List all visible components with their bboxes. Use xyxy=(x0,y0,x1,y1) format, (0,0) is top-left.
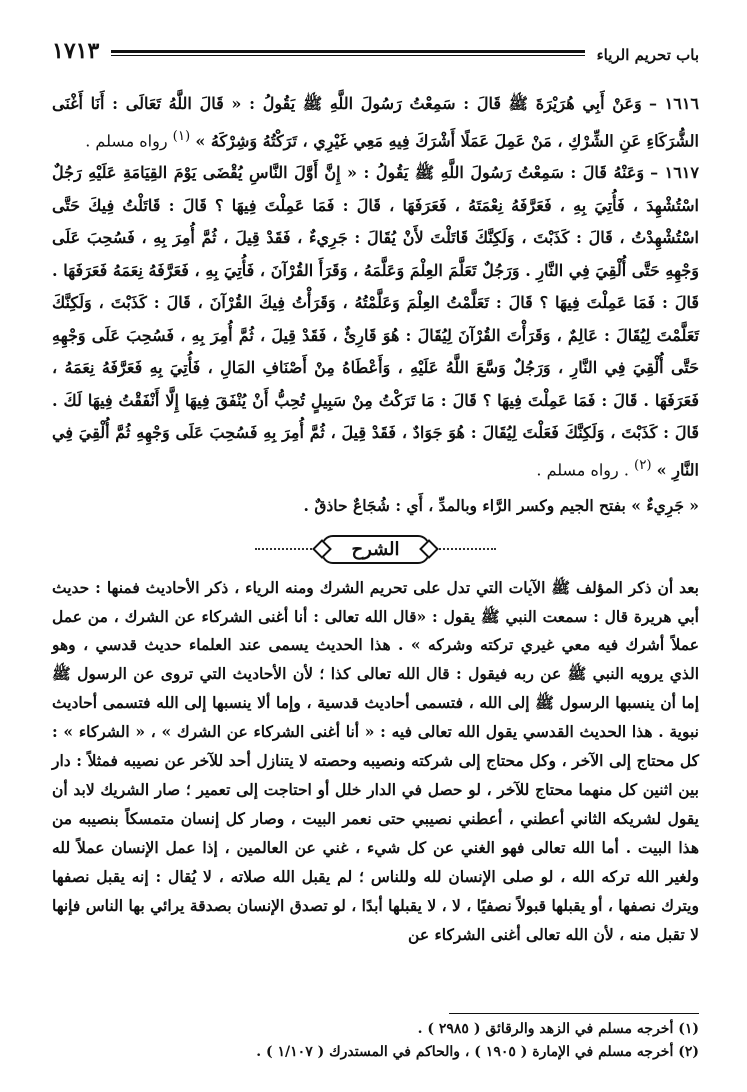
commentary-text: بعد أن ذكر المؤلف ﷺ الآيات التي تدل على تحريم الشرك ومنه الرياء ، ذكر الأحاديث فمنها : حديث أبي هريرة قال : سمعت النبي ﷺ يقول : «قال الله تعالى : أنا أغنى الشركاء عن الشرك ، من عمل عملاً أشرك فيه معي غيري تركته وشركه » . هذا الحديث يسمى عند العلماء حديث قدسي ، وهو الذي يرويه النبي ﷺ عن ربه فيقول : قال الله تعالى كذا ؛ لأن الأحاديث التي تروى عن الرسول ﷺ إما أن ينسبها الرسول ﷺ إلى الله ، فتسمى أحاديث قدسية ، وإما ألا ينسبها إلى الله فتسمى أحاديث نبوية . هذا الحديث القدسي يقول الله تعالى فيه : « أنا أغنى الشركاء عن الشرك » ، « الشركاء » : كل محتاج إلى الآخر ، وكل محتاج إلى شركته ونصيبه وحصته لا يتنازل أحد للآخر عن نصيبه فمثلاً : دار بين اثنين كل منهما محتاج للآخر ، لو حصل في الدار خلل أو احتاجت إلى تعمير ؛ صار الشريك لابد أن يقول لشريكه الثاني أعطني ، أعطني نصيبي حتى نعمر البيت ، وصار كل إنسان متمسكاً بنصيبه من هذا البيت . أما الله تعالى فهو الغني عن كل شيء ، غني عن العالمين ، إذا عمل الإنسان عملاً لله ولغير الله تركه الله ، لو صلى الإنسان لله وللناس ؛ لم يقبل الله صلاته ، لا يُقال : إنه يقبل نصفها ويترك نصفها ، أو يقبلها قبولاً نصفيًا ، لا ، لا يقبلها أبدًا ، لو تصدق الإنسان بصدقة يرائي بها الناس فإنها لا تقبل منه ، لأن الله تعالى أغنى الشركاء عن xyxy=(52,577,699,944)
hadith-text: وَعَنْهُ قَالَ : سَمِعْتُ رَسُولَ اللَّهِ ﷺ يَقُولُ : « إِنَّ أَوَّلَ النَّاسِ يُقْضَى يَوْمَ القِيَامَةِ عَلَيْهِ رَجُلٌ اسْتُشْهِدَ ، فَأُتِيَ بِهِ ، فَعَرَّفَهُ نِعْمَتَهُ ، فَعَرَفَهَا ، قَالَ : فَمَا عَمِلْتَ فِيهَا ؟ قَالَ : قَاتَلْتُ فِيكَ حَتَّى اسْتُشْهِدْتُ ، قَالَ : كَذَبْتَ ، وَلَكِنَّكَ قَاتَلْتَ لأَنْ يُقَالَ : جَرِيءٌ ، فَقَدْ قِيلَ ، ثُمَّ أُمِرَ بِهِ ، فَسُحِبَ عَلَى وَجْهِهِ حَتَّى أُلْقِيَ فِي النَّارِ . وَرَجُلٌ تَعَلَّمَ العِلْمَ وَعَلَّمَهُ ، وَقَرَأَ القُرْآنَ ، فَأُتِيَ بِهِ ، فَعَرَّفَهُ نِعَمَهُ فَعَرَفَهَا . قَالَ : فَمَا عَمِلْتَ فِيهَا ؟ قَالَ : تَعَلَّمْتُ العِلْمَ وَعَلَّمْتُهُ ، وَقَرَأْتُ فِيكَ القُرْآنَ ، قَالَ : كَذَبْتَ ، وَلَكِنَّكَ تَعَلَّمْتَ لِيُقَالَ : عَالِمٌ ، وَقَرَأْتَ القُرْآنَ لِيُقَالَ : هُوَ قَارِئٌ ، فَقَدْ قِيلَ ، ثُمَّ أُمِرَ بِهِ ، فَسُحِبَ عَلَى وَجْهِهِ حَتَّى أُلْقِيَ فِي النَّارِ ، وَرَجُلٌ وَسَّعَ اللَّهُ عَلَيْهِ ، وَأَعْطَاهُ مِنْ أَصْنَافِ المَالِ ، فَأُتِيَ بِهِ فَعَرَّفَهُ نِعَمَهُ ، فَعَرَفَهَا . قَالَ : فَمَا عَمِلْتَ فِيهَا ؟ قَالَ : مَا تَرَكْتُ مِنْ سَبِيلٍ تُحِبُّ أَنْ يُنْفَقَ فِيهَا إِلَّا أَنْفَقْتُ فِيهَا لَكَ . قَالَ : كَذَبْتَ ، وَلَكِنَّكَ فَعَلْتَ لِيُقَالَ : هُوَ جَوَادٌ ، فَقَدْ قِيلَ ، ثُمَّ أُمِرَ بِهِ فَسُحِبَ عَلَى وَجْهِهِ ثُمَّ أُلْقِيَ فِي النَّارِ » xyxy=(52,163,699,480)
footnote-divider xyxy=(449,1013,699,1014)
vocabulary-note: « جَرِيءٌ » بفتح الجيم وكسر الرَّاء وبالمدِّ ، أَي : شُجَاعٌ حاذقٌ . xyxy=(303,495,699,515)
hadith-1617 xyxy=(52,157,699,486)
hadith-text: وَعَنْ أَبِي هُرَيْرَةَ ﷺ قَالَ : سَمِعْتُ رَسُولَ اللَّهِ ﷺ يَقُولُ : « قَالَ اللَّهُ تَعَالَى : أَنَا أَغْنَى الشُّرَكَاءِ عَنِ الشِّرْكِ ، مَنْ عَمِلَ عَمَلًا أَشْرَكَ فِيهِ مَعِي غَيْرِي ، تَرَكْتُهُ وَشِرْكَهُ » xyxy=(52,94,699,150)
hadith-number: ١٦١٧ – xyxy=(650,163,699,183)
page-number: ١٧١٣ xyxy=(52,38,100,64)
sharh-label: الشرح xyxy=(321,535,429,564)
footnote-1: (١) أخرجه مسلم في الزهد والرقائق ( ٢٩٨٥ ) . xyxy=(417,1021,699,1037)
sharh-heading xyxy=(52,535,699,564)
hadith-1616 xyxy=(52,88,699,157)
hadith-source: . رواه مسلم . xyxy=(536,460,629,480)
footnote-2: (٢) أخرجه مسلم في الإمارة ( ١٩٠٥ ) ، والحاكم في المستدرك ( ١/١٠٧ ) . xyxy=(256,1044,699,1060)
footnote-ref: (١) xyxy=(172,128,191,144)
ornament-line xyxy=(255,548,315,550)
footnotes xyxy=(52,1018,699,1064)
hadith-number: ١٦١٦ – xyxy=(648,94,700,113)
ornament-line xyxy=(436,548,496,550)
hadith-source: رواه مسلم . xyxy=(85,130,168,150)
chapter-title: باب تحريم الرياء xyxy=(596,46,699,64)
header-rule xyxy=(111,50,584,56)
running-header xyxy=(52,34,699,64)
footnote-ref: (٢) xyxy=(634,457,652,473)
